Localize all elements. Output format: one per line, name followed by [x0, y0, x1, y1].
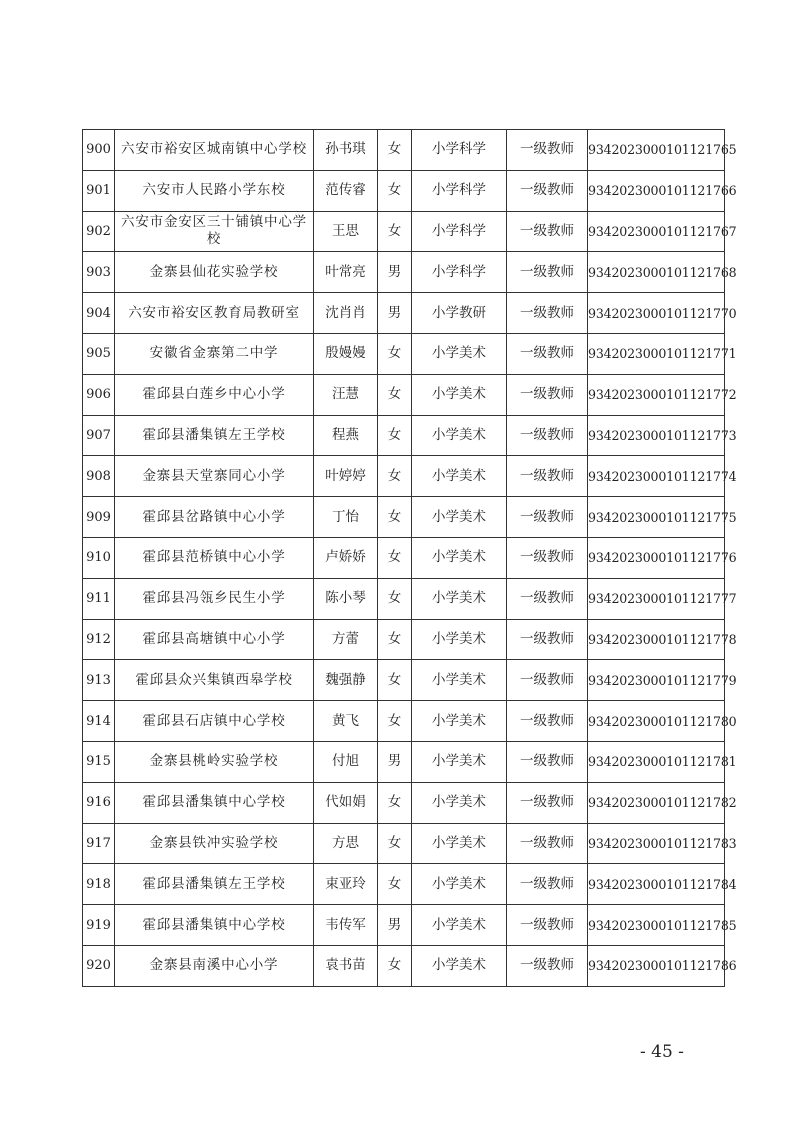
- subject-cell: 小学美术: [412, 741, 507, 782]
- gender-cell: 女: [378, 823, 412, 864]
- num-cell: 901: [83, 170, 115, 211]
- table-row: [83, 497, 725, 538]
- num-cell: 917: [83, 823, 115, 864]
- gender-cell: 女: [378, 782, 412, 823]
- school-cell: 霍邱县白莲乡中心小学: [115, 374, 314, 415]
- cert-cell: 9342023000101121783: [588, 823, 725, 864]
- gender-cell: 女: [378, 130, 412, 171]
- gender-cell: 女: [378, 415, 412, 456]
- teacher-list-table: [82, 129, 737, 987]
- cert-cell: 9342023000101121765: [588, 130, 725, 171]
- school-cell: 六安市裕安区教育局教研室: [115, 293, 314, 334]
- cert-cell: 9342023000101121768: [588, 252, 725, 293]
- gender-cell: 女: [378, 497, 412, 538]
- title-cell: 一级教师: [507, 823, 588, 864]
- table-row: [83, 823, 725, 864]
- school-cell: 霍邱县潘集镇中心学校: [115, 905, 314, 946]
- school-cell: 六安市裕安区城南镇中心学校: [115, 130, 314, 171]
- gender-cell: 女: [378, 537, 412, 578]
- school-cell: 霍邱县石店镇中心学校: [115, 701, 314, 742]
- title-cell: 一级教师: [507, 578, 588, 619]
- subject-cell: 小学科学: [412, 252, 507, 293]
- table-row: [83, 905, 725, 946]
- table-row: [83, 170, 725, 211]
- cert-cell: 9342023000101121782: [588, 782, 725, 823]
- cert-cell: 9342023000101121786: [588, 945, 725, 986]
- title-cell: 一级教师: [507, 660, 588, 701]
- name-cell: 方蕾: [314, 619, 378, 660]
- school-cell: 六安市人民路小学东校: [115, 170, 314, 211]
- title-cell: 一级教师: [507, 945, 588, 986]
- cert-cell: 9342023000101121779: [588, 660, 725, 701]
- cert-cell: 9342023000101121772: [588, 374, 725, 415]
- gender-cell: 男: [378, 252, 412, 293]
- school-cell: 安徽省金寨第二中学: [115, 333, 314, 374]
- num-cell: 910: [83, 537, 115, 578]
- num-cell: 902: [83, 211, 115, 252]
- cert-cell: 9342023000101121766: [588, 170, 725, 211]
- name-cell: 方思: [314, 823, 378, 864]
- gender-cell: 女: [378, 864, 412, 905]
- name-cell: 范传睿: [314, 170, 378, 211]
- subject-cell: 小学科学: [412, 211, 507, 252]
- num-cell: 916: [83, 782, 115, 823]
- table-row: [83, 130, 725, 171]
- cert-cell: 9342023000101121770: [588, 293, 725, 334]
- num-cell: 913: [83, 660, 115, 701]
- num-cell: 907: [83, 415, 115, 456]
- school-cell: 金寨县铁冲实验学校: [115, 823, 314, 864]
- name-cell: 黄飞: [314, 701, 378, 742]
- title-cell: 一级教师: [507, 619, 588, 660]
- cert-cell: 9342023000101121767: [588, 211, 725, 252]
- num-cell: 911: [83, 578, 115, 619]
- school-cell: 霍邱县冯瓴乡民生小学: [115, 578, 314, 619]
- title-cell: 一级教师: [507, 333, 588, 374]
- school-cell: 金寨县南溪中心小学: [115, 945, 314, 986]
- school-cell: 金寨县桃岭实验学校: [115, 741, 314, 782]
- table-row: [83, 864, 725, 905]
- num-cell: 900: [83, 130, 115, 171]
- gender-cell: 女: [378, 619, 412, 660]
- cert-cell: 9342023000101121781: [588, 741, 725, 782]
- cert-cell: 9342023000101121780: [588, 701, 725, 742]
- gender-cell: 女: [378, 374, 412, 415]
- cert-cell: 9342023000101121785: [588, 905, 725, 946]
- subject-cell: 小学美术: [412, 905, 507, 946]
- subject-cell: 小学美术: [412, 374, 507, 415]
- table-row: [83, 619, 725, 660]
- table-row: [83, 782, 725, 823]
- title-cell: 一级教师: [507, 864, 588, 905]
- title-cell: 一级教师: [507, 497, 588, 538]
- school-cell: 金寨县天堂寨同心小学: [115, 456, 314, 497]
- name-cell: 沈肖肖: [314, 293, 378, 334]
- cert-cell: 9342023000101121775: [588, 497, 725, 538]
- gender-cell: 男: [378, 905, 412, 946]
- gender-cell: 女: [378, 456, 412, 497]
- subject-cell: 小学美术: [412, 456, 507, 497]
- table-row: [83, 456, 725, 497]
- name-cell: 王思: [314, 211, 378, 252]
- school-cell: 金寨县仙花实验学校: [115, 252, 314, 293]
- cert-cell: 9342023000101121778: [588, 619, 725, 660]
- gender-cell: 女: [378, 701, 412, 742]
- title-cell: 一级教师: [507, 170, 588, 211]
- school-cell: 霍邱县潘集镇左王学校: [115, 864, 314, 905]
- cert-cell: 9342023000101121776: [588, 537, 725, 578]
- num-cell: 904: [83, 293, 115, 334]
- num-cell: 905: [83, 333, 115, 374]
- title-cell: 一级教师: [507, 537, 588, 578]
- name-cell: 付旭: [314, 741, 378, 782]
- cert-cell: 9342023000101121777: [588, 578, 725, 619]
- table-row: [83, 333, 725, 374]
- table-row: [83, 252, 725, 293]
- subject-cell: 小学美术: [412, 823, 507, 864]
- table-row: [83, 211, 725, 252]
- title-cell: 一级教师: [507, 701, 588, 742]
- title-cell: 一级教师: [507, 293, 588, 334]
- subject-cell: 小学美术: [412, 578, 507, 619]
- subject-cell: 小学科学: [412, 170, 507, 211]
- cert-cell: 9342023000101121784: [588, 864, 725, 905]
- name-cell: 陈小琴: [314, 578, 378, 619]
- subject-cell: 小学美术: [412, 945, 507, 986]
- title-cell: 一级教师: [507, 905, 588, 946]
- table-row: [83, 293, 725, 334]
- num-cell: 918: [83, 864, 115, 905]
- school-cell: 六安市金安区三十铺镇中心学校: [115, 211, 314, 252]
- num-cell: 912: [83, 619, 115, 660]
- subject-cell: 小学美术: [412, 619, 507, 660]
- name-cell: 叶婷婷: [314, 456, 378, 497]
- num-cell: 909: [83, 497, 115, 538]
- cert-cell: 9342023000101121773: [588, 415, 725, 456]
- school-cell: 霍邱县范桥镇中心小学: [115, 537, 314, 578]
- title-cell: 一级教师: [507, 741, 588, 782]
- school-cell: 霍邱县潘集镇左王学校: [115, 415, 314, 456]
- title-cell: 一级教师: [507, 374, 588, 415]
- table-row: [83, 537, 725, 578]
- gender-cell: 男: [378, 293, 412, 334]
- subject-cell: 小学美术: [412, 660, 507, 701]
- subject-cell: 小学美术: [412, 701, 507, 742]
- num-cell: 919: [83, 905, 115, 946]
- name-cell: 程燕: [314, 415, 378, 456]
- subject-cell: 小学科学: [412, 130, 507, 171]
- name-cell: 孙书琪: [314, 130, 378, 171]
- num-cell: 915: [83, 741, 115, 782]
- title-cell: 一级教师: [507, 211, 588, 252]
- name-cell: 束亚玲: [314, 864, 378, 905]
- name-cell: 殷嫚嫚: [314, 333, 378, 374]
- name-cell: 卢娇娇: [314, 537, 378, 578]
- num-cell: 914: [83, 701, 115, 742]
- name-cell: 魏强静: [314, 660, 378, 701]
- table-row: [83, 945, 725, 986]
- school-cell: 霍邱县高塘镇中心小学: [115, 619, 314, 660]
- name-cell: 代如娟: [314, 782, 378, 823]
- table-row: [83, 741, 725, 782]
- cert-cell: 9342023000101121771: [588, 333, 725, 374]
- title-cell: 一级教师: [507, 252, 588, 293]
- subject-cell: 小学美术: [412, 782, 507, 823]
- gender-cell: 女: [378, 211, 412, 252]
- school-cell: 霍邱县潘集镇中心学校: [115, 782, 314, 823]
- title-cell: 一级教师: [507, 130, 588, 171]
- name-cell: 丁怡: [314, 497, 378, 538]
- gender-cell: 男: [378, 741, 412, 782]
- subject-cell: 小学美术: [412, 864, 507, 905]
- school-cell: 霍邱县岔路镇中心小学: [115, 497, 314, 538]
- gender-cell: 女: [378, 945, 412, 986]
- subject-cell: 小学美术: [412, 333, 507, 374]
- page-number: - 45 -: [640, 1042, 684, 1062]
- title-cell: 一级教师: [507, 782, 588, 823]
- gender-cell: 女: [378, 660, 412, 701]
- subject-cell: 小学美术: [412, 497, 507, 538]
- table-row: [83, 415, 725, 456]
- num-cell: 906: [83, 374, 115, 415]
- gender-cell: 女: [378, 333, 412, 374]
- subject-cell: 小学美术: [412, 537, 507, 578]
- title-cell: 一级教师: [507, 456, 588, 497]
- table-row: [83, 374, 725, 415]
- name-cell: 韦传军: [314, 905, 378, 946]
- num-cell: 903: [83, 252, 115, 293]
- table-body: [83, 130, 737, 987]
- num-cell: 908: [83, 456, 115, 497]
- table-row: [83, 578, 725, 619]
- subject-cell: 小学教研: [412, 293, 507, 334]
- name-cell: 叶常亮: [314, 252, 378, 293]
- cert-cell: 9342023000101121774: [588, 456, 725, 497]
- gender-cell: 女: [378, 578, 412, 619]
- subject-cell: 小学美术: [412, 415, 507, 456]
- title-cell: 一级教师: [507, 415, 588, 456]
- school-cell: 霍邱县众兴集镇西皋学校: [115, 660, 314, 701]
- gender-cell: 女: [378, 170, 412, 211]
- table-row: [83, 701, 725, 742]
- num-cell: 920: [83, 945, 115, 986]
- name-cell: 汪慧: [314, 374, 378, 415]
- table-row: [83, 660, 725, 701]
- name-cell: 袁书苗: [314, 945, 378, 986]
